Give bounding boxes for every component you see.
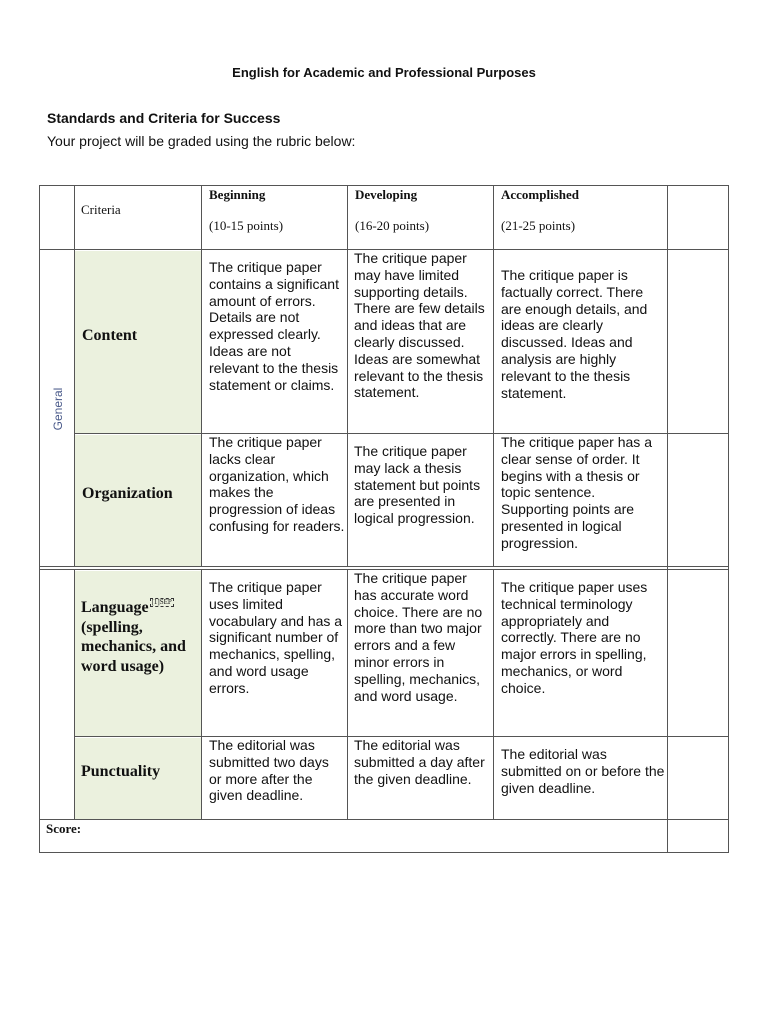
table-rule xyxy=(74,569,75,819)
criterion-language-lead: Language xyxy=(81,599,149,616)
descriptor-content-accomplished: The critique paper is factually correct. There are enough details, and ideas are clearly discussed. Ideas and analysis are highly relevant to the thesis statement. xyxy=(501,267,648,401)
table-rule xyxy=(39,566,729,567)
criterion-punctuality: Punctuality xyxy=(81,763,161,780)
criterion-language-detail: (spelling, mechanics, and word usage) xyxy=(81,618,186,675)
descriptor-language-beginning: The critique paper uses limited vocabulary and has a significant number of mechanics, spelling, and word usage errors. xyxy=(209,579,343,696)
table-rule xyxy=(201,569,202,819)
descriptor-punctuality-beginning: The editorial was submitted two days or more after the given deadline. xyxy=(209,737,329,804)
intro-text: Your project will be graded using the rubric below: xyxy=(47,133,356,149)
level-points-beginning: (10-15 points) xyxy=(209,218,284,233)
table-rule xyxy=(39,185,40,853)
descriptor-content-beginning: The critique paper contains a significant amount of errors. Details are not expressed clearly. Ideas are not relevant to the thesis statement or claims. xyxy=(209,259,339,393)
table-rule xyxy=(201,185,202,566)
table-rule xyxy=(347,569,348,819)
document-title: English for Academic and Professional Purposes xyxy=(232,65,536,80)
descriptor-organization-developing: The critique paper may lack a thesis statement but points are presented in logical progression. xyxy=(354,443,481,527)
descriptor-organization-beginning: The critique paper lacks clear organization, which makes the progression of ideas confusing for readers. xyxy=(209,434,345,534)
level-header-beginning: Beginning xyxy=(209,187,266,202)
descriptor-organization-accomplished: The critique paper has a clear sense of order. It begins with a thesis or topic sentence. Supporting points are presented in logical progression. xyxy=(501,434,652,551)
descriptor-language-developing: The critique paper has accurate word choice. There are no more than two major errors and a few minor errors in spelling, mechanics, and word usage. xyxy=(354,570,483,704)
table-rule xyxy=(728,185,729,853)
table-rule xyxy=(667,185,668,853)
section-heading: Standards and Criteria for Success xyxy=(47,110,281,126)
table-rule xyxy=(39,819,729,820)
table-rule xyxy=(39,852,729,853)
criterion-language xyxy=(81,598,199,676)
group-label-general: General xyxy=(51,387,65,431)
table-rule xyxy=(347,185,348,566)
criterion-language-marker: [1]SEP xyxy=(151,598,172,606)
table-rule xyxy=(493,185,494,566)
criteria-header: Criteria xyxy=(81,202,121,217)
table-rule xyxy=(493,569,494,819)
table-rule xyxy=(74,185,75,566)
score-label: Score: xyxy=(46,821,82,836)
criterion-content: Content xyxy=(82,327,138,344)
criterion-organization: Organization xyxy=(82,485,173,502)
level-points-accomplished: (21-25 points) xyxy=(501,218,576,233)
level-header-developing: Developing xyxy=(355,187,418,202)
level-points-developing: (16-20 points) xyxy=(355,218,430,233)
descriptor-language-accomplished: The critique paper uses technical terminology appropriately and correctly. There are no major errors in spelling, mechanics, or word choice. xyxy=(501,579,648,696)
descriptor-punctuality-developing: The editorial was submitted a day after the given deadline. xyxy=(354,737,485,787)
descriptor-content-developing: The critique paper may have limited supporting details. There are few details and ideas that are clearly discussed. Ideas are somewhat relevant to the thesis statement. xyxy=(354,250,485,401)
descriptor-punctuality-accomplished: The editorial was submitted on or before the given deadline. xyxy=(501,746,665,796)
table-rule xyxy=(39,185,729,186)
level-header-accomplished: Accomplished xyxy=(501,187,579,202)
